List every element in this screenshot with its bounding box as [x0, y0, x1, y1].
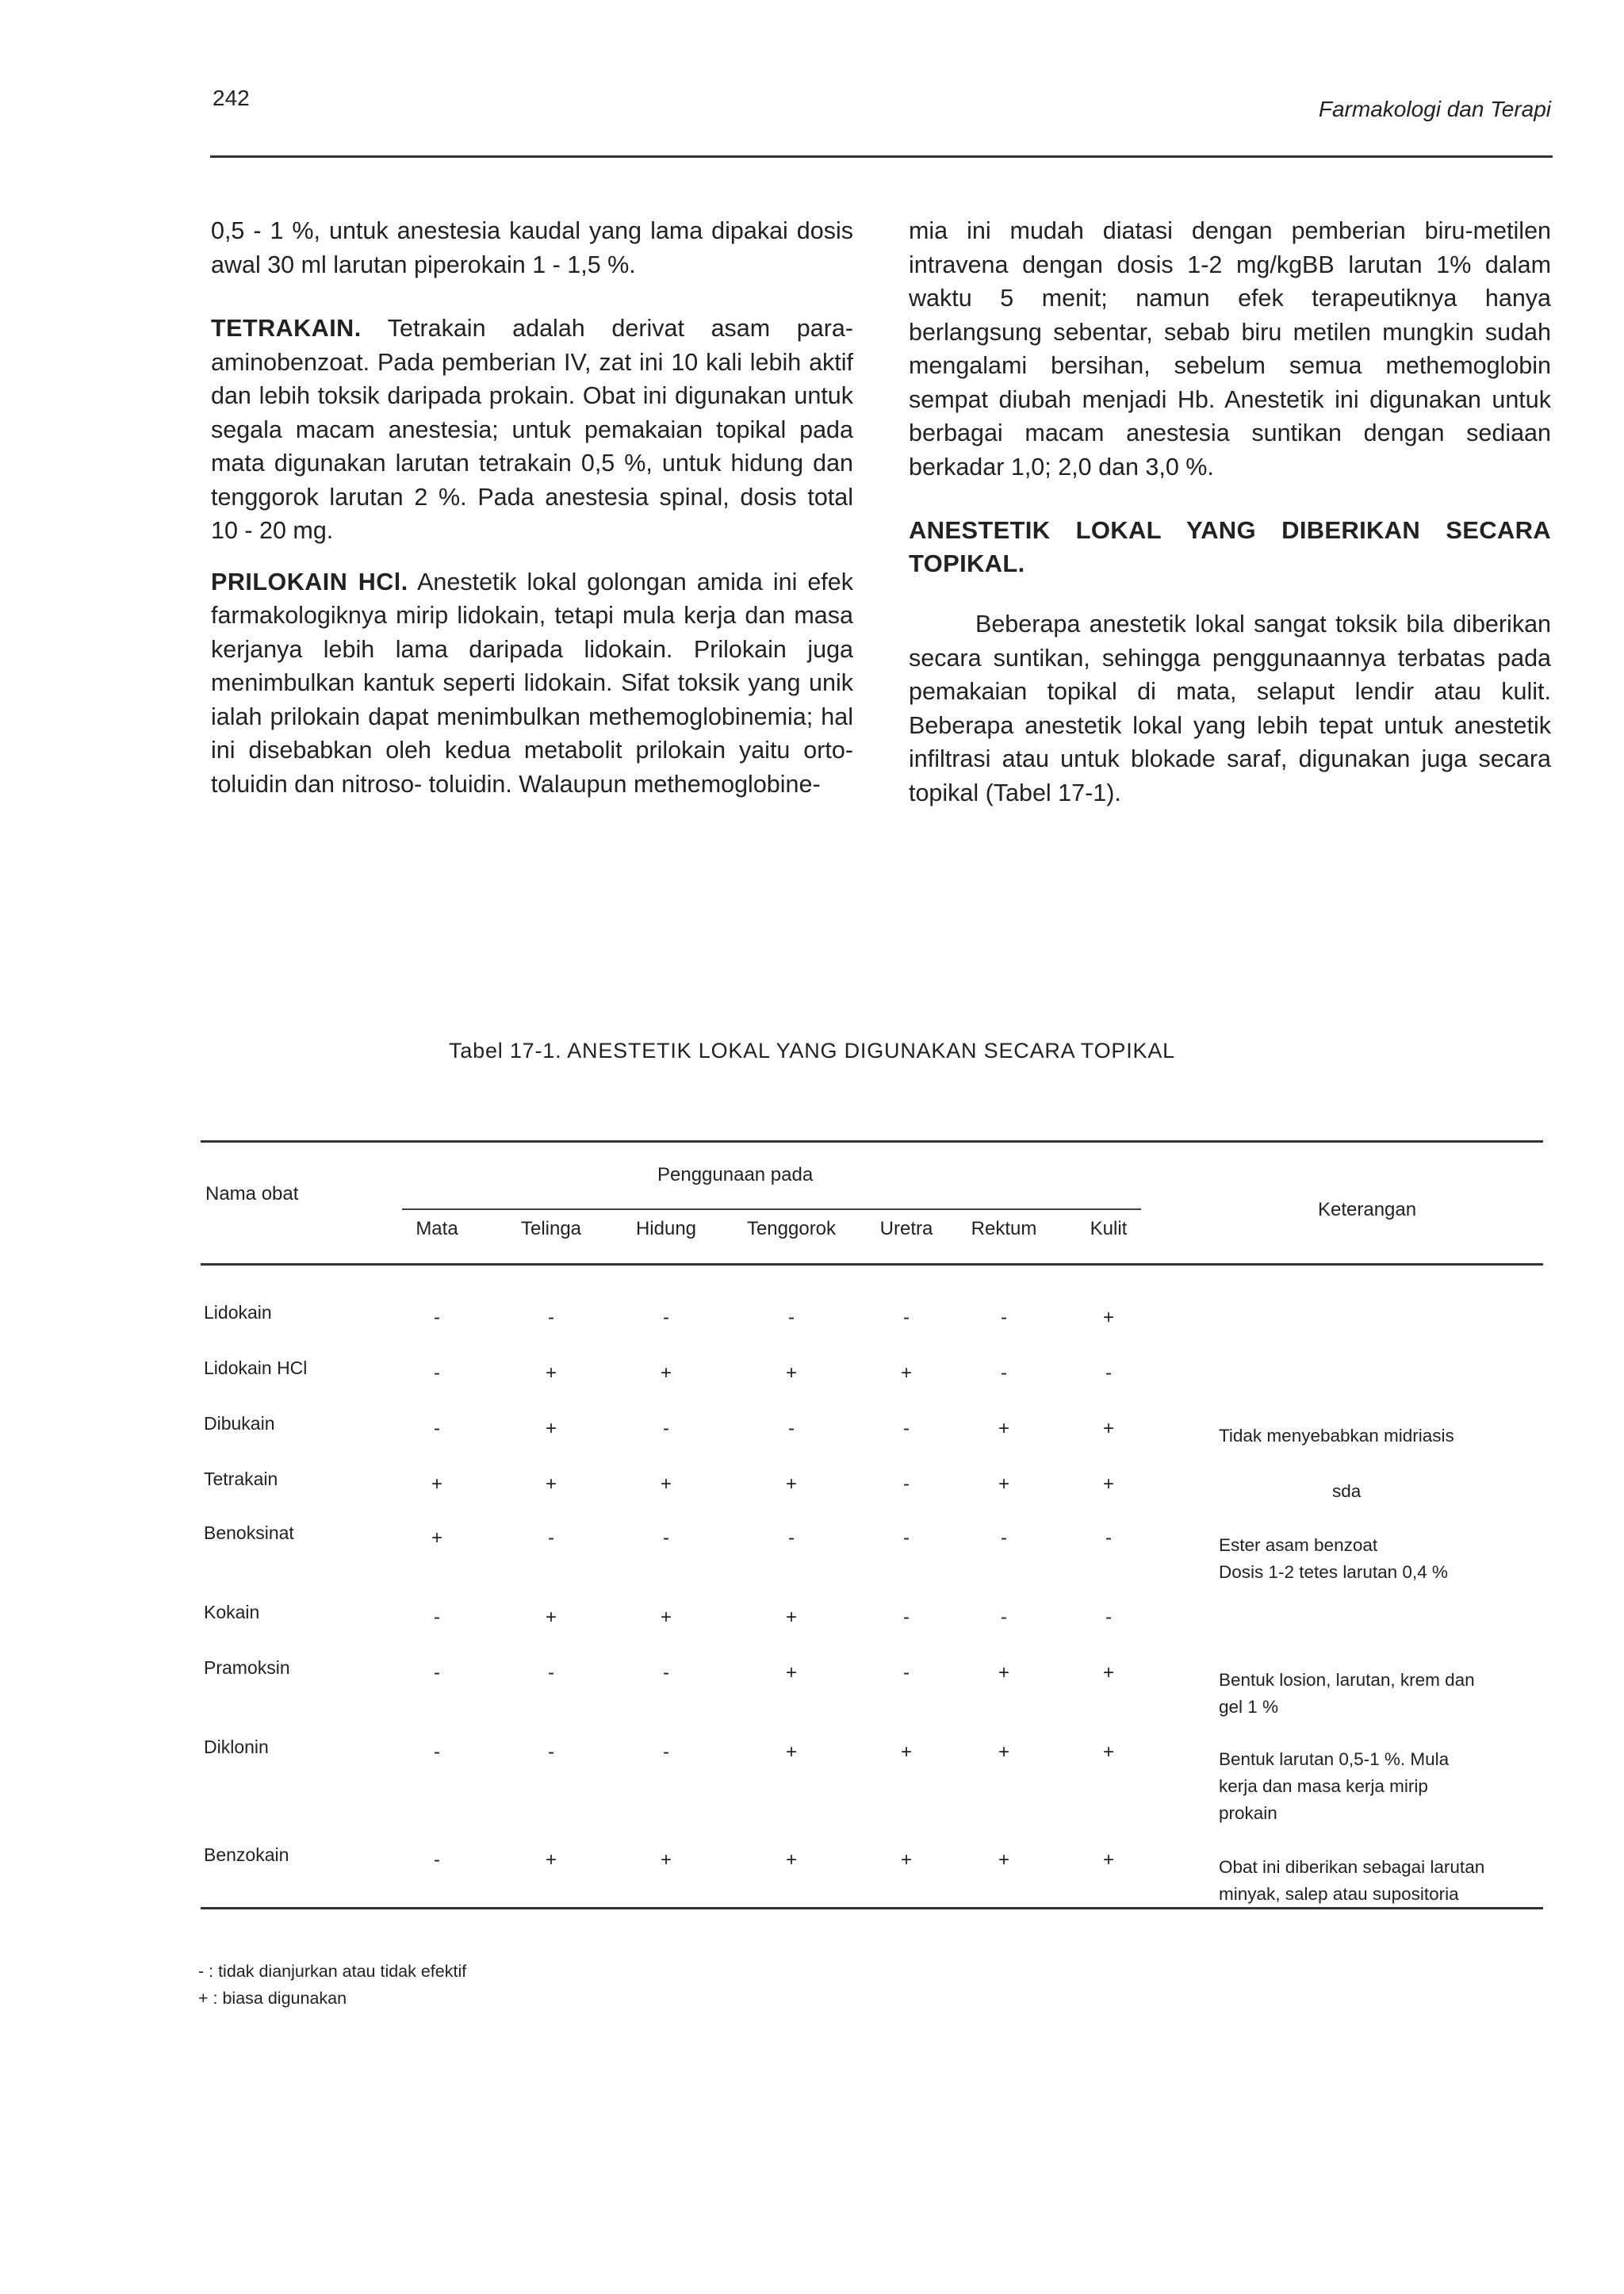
- running-title: Farmakologi dan Terapi: [1318, 97, 1551, 121]
- usage-mark-uretra: -: [903, 1473, 910, 1495]
- row-note: Bentuk losion, larutan, krem dan: [1219, 1670, 1475, 1690]
- usage-mark-mata: -: [434, 1307, 440, 1328]
- column-header-kulit: Kulit: [1090, 1218, 1128, 1239]
- column-header-tenggorok: Tenggorok: [746, 1218, 837, 1239]
- header-rule: [210, 155, 1553, 158]
- usage-mark-hidung: +: [660, 1362, 672, 1384]
- usage-mark-hidung: -: [663, 1307, 669, 1328]
- usage-mark-uretra: -: [903, 1527, 910, 1549]
- usage-mark-telinga: -: [548, 1307, 554, 1328]
- paragraph-tetrakain: [211, 312, 853, 548]
- usage-mark-mata: -: [434, 1607, 440, 1628]
- usage-mark-telinga: +: [545, 1418, 557, 1439]
- paragraph-methemoglobinemia: mia ini mudah diatasi dengan pemberian biru-metilen intravena dengan dosis 1-2 mg/kgBB larutan 1% dalam waktu 5 menit; namun efek terapeutiknya hanya berlangsung sebentar, sebab biru metilen mungkin sudah mengalami bersihan, sebelum semua methemoglobin sempat diubah menjadi Hb. Anestetik ini digunakan untuk berbagai macam anestesia suntikan dengan sediaan berkadar 1,0; 2,0 dan 3,0 %.: [909, 217, 1551, 481]
- row-note: Ester asam benzoat: [1219, 1535, 1378, 1555]
- drug-name: Diklonin: [204, 1737, 269, 1757]
- usage-mark-kulit: +: [1102, 1473, 1114, 1495]
- usage-mark-hidung: -: [663, 1662, 669, 1683]
- row-note: gel 1 %: [1219, 1697, 1279, 1717]
- usage-mark-tenggorok: -: [788, 1307, 795, 1328]
- usage-mark-uretra: -: [903, 1418, 910, 1439]
- usage-mark-telinga: +: [545, 1473, 557, 1495]
- table-group-rule: [402, 1208, 1141, 1210]
- row-note: Obat ini diberikan sebagai larutan: [1219, 1857, 1485, 1877]
- usage-mark-tenggorok: +: [785, 1362, 797, 1384]
- usage-mark-hidung: -: [663, 1741, 669, 1763]
- usage-mark-hidung: -: [663, 1418, 669, 1439]
- prilokain-heading: PRILOKAIN HCl.: [211, 568, 408, 596]
- drug-name: Lidokain HCl: [204, 1358, 308, 1378]
- usage-mark-telinga: +: [545, 1362, 557, 1384]
- usage-mark-tenggorok: -: [788, 1418, 795, 1439]
- usage-mark-tenggorok: -: [788, 1527, 795, 1549]
- usage-mark-telinga: +: [545, 1607, 557, 1628]
- drug-name: Lidokain: [204, 1302, 272, 1323]
- usage-mark-uretra: +: [900, 1741, 912, 1763]
- drug-name: Tetrakain: [204, 1469, 278, 1489]
- usage-mark-telinga: -: [548, 1527, 554, 1549]
- usage-mark-rektum: +: [998, 1418, 1009, 1439]
- usage-mark-tenggorok: +: [785, 1473, 797, 1495]
- table-top-rule: [201, 1140, 1543, 1143]
- usage-mark-mata: -: [434, 1362, 440, 1384]
- usage-mark-hidung: +: [660, 1607, 672, 1628]
- usage-mark-rektum: -: [1001, 1362, 1007, 1384]
- usage-mark-rektum: -: [1001, 1527, 1007, 1549]
- row-note: Dosis 1-2 tetes larutan 0,4 %: [1219, 1562, 1448, 1582]
- table-caption: Tabel 17-1. ANESTETIK LOKAL YANG DIGUNAKAN SECARA TOPIKAL: [449, 1039, 1175, 1063]
- usage-mark-kulit: -: [1105, 1527, 1112, 1549]
- tetrakain-text: Tetrakain adalah derivat asam para-aminobenzoat. Pada pemberian IV, zat ini 10 kali lebih aktif dan lebih toksik daripada prokain. Obat ini digunakan untuk segala macam anestesia; untuk pemakaian topikal pada mata digunakan larutan tetrakain 0,5 %, untuk hidung dan tenggorok larutan 2 %. Pada anestesia spinal, dosis total 10 - 20 mg.: [211, 315, 853, 544]
- usage-mark-hidung: -: [663, 1527, 669, 1549]
- usage-mark-uretra: -: [903, 1607, 910, 1628]
- usage-mark-telinga: +: [545, 1849, 557, 1871]
- usage-mark-mata: -: [434, 1741, 440, 1763]
- usage-mark-hidung: +: [660, 1473, 672, 1495]
- usage-mark-uretra: +: [900, 1362, 912, 1384]
- prilokain-text: Anestetik lokal golongan amida ini efek farmakologiknya mirip lidokain, tetapi mula kerja dan masa kerjanya lebih lama daripada lidokain. Prilokain juga menimbulkan kantuk seperti lidokain. Sifat toksik yang unik ialah prilokain dapat menimbulkan methemoglobinemia; hal ini disebabkan oleh kedua metabolit prilokain yaitu orto-toluidin dan nitroso- toluidin. Walaupun methemoglobine-: [211, 568, 853, 798]
- paragraph-prilokain: [211, 565, 853, 802]
- usage-mark-telinga: -: [548, 1741, 554, 1763]
- usage-mark-telinga: -: [548, 1662, 554, 1683]
- usage-mark-tenggorok: +: [785, 1607, 797, 1628]
- drug-name: Pramoksin: [204, 1657, 290, 1678]
- usage-mark-mata: -: [434, 1418, 440, 1439]
- usage-mark-mata: -: [434, 1849, 440, 1871]
- tetrakain-heading: TETRAKAIN.: [211, 315, 362, 342]
- usage-mark-hidung: +: [660, 1849, 672, 1871]
- drug-name: Dibukain: [204, 1413, 275, 1434]
- column-header-rektum: Rektum: [971, 1218, 1037, 1239]
- usage-mark-uretra: +: [900, 1849, 912, 1871]
- drug-name: Kokain: [204, 1602, 260, 1622]
- row-note: kerja dan masa kerja mirip: [1219, 1776, 1428, 1796]
- usage-mark-kulit: +: [1102, 1662, 1114, 1683]
- column-header-group: Penggunaan pada: [657, 1164, 814, 1185]
- row-note: Bentuk larutan 0,5-1 %. Mula: [1219, 1749, 1450, 1769]
- row-note: sda: [1332, 1481, 1362, 1501]
- usage-mark-kulit: +: [1102, 1741, 1114, 1763]
- section-heading-topikal: ANESTETIK LOKAL YANG DIBERIKAN SECARA TOPIKAL.: [909, 516, 1551, 577]
- usage-mark-uretra: -: [903, 1307, 910, 1328]
- usage-mark-rektum: -: [1001, 1307, 1007, 1328]
- usage-mark-kulit: -: [1105, 1607, 1112, 1628]
- usage-mark-rektum: +: [998, 1849, 1009, 1871]
- column-header-drug: Nama obat: [205, 1183, 299, 1204]
- usage-mark-kulit: +: [1102, 1418, 1114, 1439]
- usage-mark-tenggorok: +: [785, 1849, 797, 1871]
- usage-mark-rektum: +: [998, 1473, 1009, 1495]
- legend-plus: + : biasa digunakan: [198, 1989, 347, 2008]
- usage-mark-kulit: -: [1105, 1362, 1112, 1384]
- usage-mark-tenggorok: +: [785, 1662, 797, 1683]
- right-column: [909, 214, 1551, 840]
- usage-mark-uretra: -: [903, 1662, 910, 1683]
- row-note: minyak, salep atau supositoria: [1219, 1884, 1459, 1904]
- legend-minus: - : tidak dianjurkan atau tidak efektif: [198, 1962, 467, 1981]
- column-header-mata: Mata: [416, 1218, 458, 1239]
- usage-mark-kulit: +: [1102, 1307, 1114, 1328]
- column-header-telinga: Telinga: [520, 1218, 582, 1239]
- table-header-rule: [201, 1263, 1543, 1266]
- usage-mark-rektum: +: [998, 1662, 1009, 1683]
- drug-name: Benzokain: [204, 1844, 289, 1865]
- usage-mark-mata: -: [434, 1662, 440, 1683]
- usage-mark-tenggorok: +: [785, 1741, 797, 1763]
- row-note: prokain: [1219, 1803, 1277, 1823]
- drug-name: Benoksinat: [204, 1522, 294, 1543]
- paragraph-topikal: Beberapa anestetik lokal sangat toksik bila diberikan secara suntikan, sehingga penggunaannya terbatas pada pemakaian topikal di mata, selaput lendir atau kulit. Beberapa anestetik lokal yang lebih tepat untuk anestetik infiltrasi atau untuk blokade saraf, digunakan juga secara topikal (Tabel 17-1).: [909, 611, 1551, 806]
- usage-mark-rektum: -: [1001, 1607, 1007, 1628]
- column-header-hidung: Hidung: [635, 1218, 697, 1239]
- left-column: [211, 214, 853, 831]
- row-note: Tidak menyebabkan midriasis: [1219, 1426, 1454, 1446]
- usage-mark-rektum: +: [998, 1741, 1009, 1763]
- paragraph-piperokain: 0,5 - 1 %, untuk anestesia kaudal yang lama dipakai dosis awal 30 ml larutan piperokain 1 - 1,5 %.: [211, 217, 853, 278]
- column-header-uretra: Uretra: [879, 1218, 933, 1239]
- column-header-note: Keterangan: [1318, 1199, 1417, 1220]
- usage-mark-mata: +: [431, 1473, 442, 1495]
- page-number: 242: [213, 86, 250, 110]
- usage-mark-kulit: +: [1102, 1849, 1114, 1871]
- usage-mark-mata: +: [431, 1527, 442, 1549]
